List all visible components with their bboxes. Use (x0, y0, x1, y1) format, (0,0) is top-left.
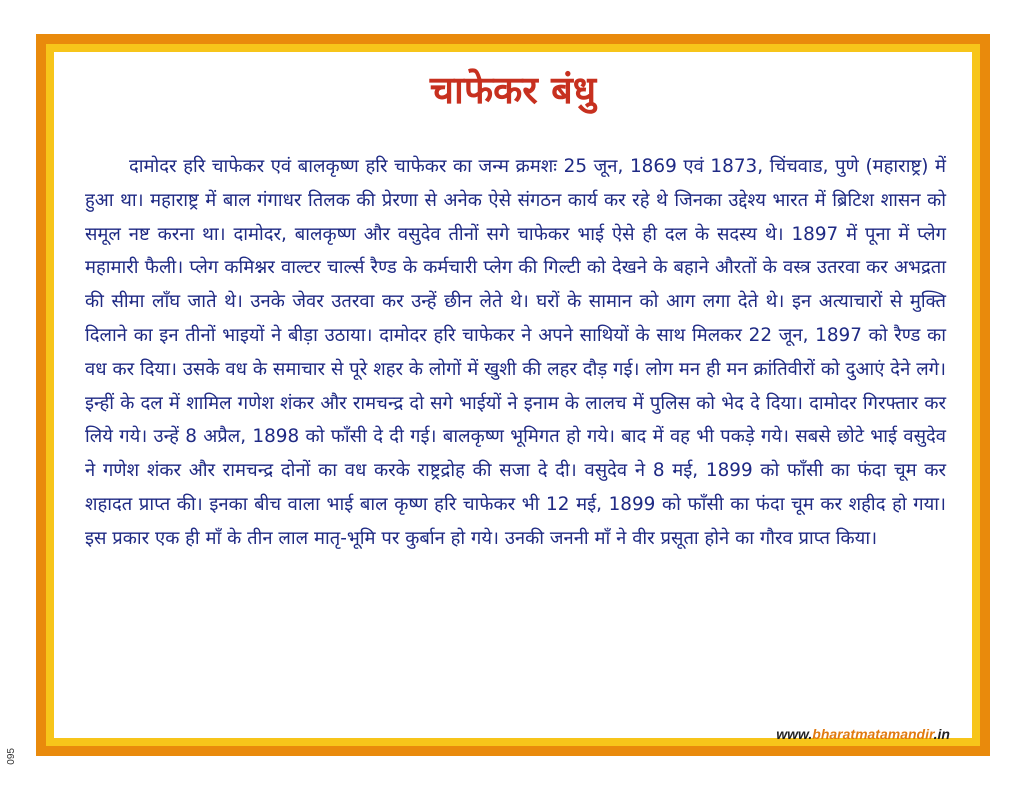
website-prefix: www. (776, 726, 813, 742)
page-number: 095 (6, 748, 17, 765)
website-url[interactable] (776, 726, 950, 742)
website-suffix: .in (933, 726, 950, 742)
website-brand: bharatmatamandir (812, 726, 934, 742)
body-paragraph: दामोदर हरि चाफेकर एवं बालकृष्ण हरि चाफेकर का जन्म क्रमशः 25 जून, 1869 एवं 1873, चिंचवाड, पुणे (महाराष्ट्र) में हुआ था। महाराष्ट्र में बाल गंगाधर तिलक की प्रेरणा से अनेक ऐसे संगठन कार्य कर रहे थे जिनका उद्देश्य भारत में ब्रिटिश शासन को समूल नष्ट करना था। दामोदर, बालकृष्ण और वसुदेव तीनों सगे चाफेकर भाई ऐसे ही दल के सदस्य थे। 1897 में पूना में प्लेग महामारी फैली। प्लेग कमिश्नर वाल्टर चार्ल्स रैण्ड के कर्मचारी प्लेग की गिल्टी को देखने के बहाने औरतों के वस्त्र उतरवा कर अभद्रता की सीमा लाँघ जाते थे। उनके जेवर उतरवा कर उन्हें छीन लेते थे। घरों के सामान को आग लगा देते थे। इन अत्याचारों से मुक्ति दिलाने का इन तीनों भाइयों ने बीड़ा उठाया। दामोदर हरि चाफेकर ने अपने साथियों के साथ मिलकर 22 जून, 1897 को रैण्ड का वध कर दिया। उसके वध के समाचार से पूरे शहर के लोगों में खुशी की लहर दौड़ गई। लोग मन ही मन क्रांतिवीरों को दुआएं देने लगे। इन्हीं के दल में शामिल गणेश शंकर और रामचन्द्र दो सगे भाईयों ने इनाम के लालच में पुलिस को भेद दे दिया। दामोदर गिरफ्तार कर लिये गये। उन्हें 8 अप्रैल, 1898 को फाँसी दे दी गई। बालकृष्ण भूमिगत हो गये। बाद में वह भी पकड़े गये। सबसे छोटे भाई वसुदेव ने गणेश शंकर और रामचन्द्र दोनों का वध करके राष्ट्रद्रोह की सजा दे दी। वसुदेव ने 8 मई, 1899 को फाँसी का फंदा चूम कर शहादत प्राप्त की। इनका बीच वाला भाई बाल कृष्ण हरि चाफेकर भी 12 मई, 1899 को फाँसी का फंदा चूम कर शहीद हो गया। इस प्रकार एक ही माँ के तीन लाल मातृ-भूमि पर कुर्बान हो गये। उनकी जननी माँ ने वीर प्रसूता होने का गौरव प्राप्त किया। (85, 156, 947, 549)
page-border-inner (46, 44, 980, 746)
page-title: चाफेकर बंधु (429, 68, 597, 112)
content-area (54, 52, 972, 742)
page-border-outer (36, 34, 990, 756)
